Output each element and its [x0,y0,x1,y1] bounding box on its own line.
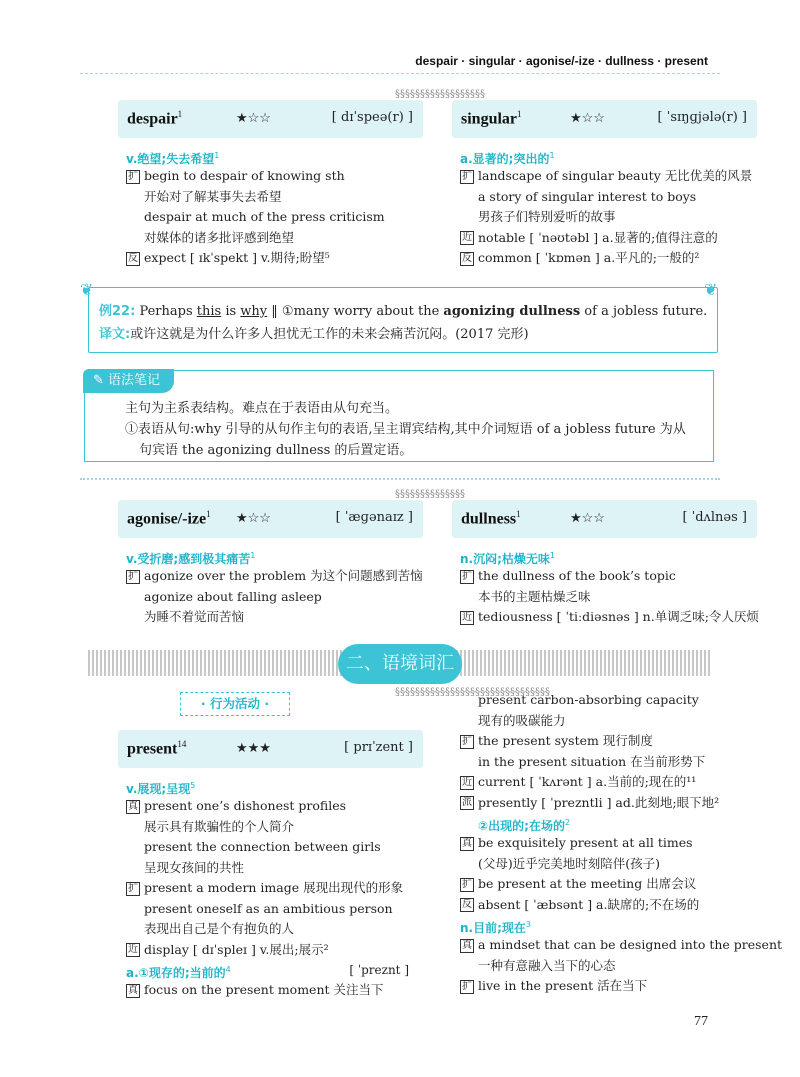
entry-singular [452,100,757,269]
example-sentence: 例22: Perhaps this is why ‖ ①many worry about the agonizing dullness of a jobless future. [99,304,708,319]
entry-head [118,100,423,138]
page-number: 77 [694,1014,708,1029]
definition-line: 开始对了解某事失去希望 [144,188,282,204]
section-title: 二、语境词汇 [338,644,462,684]
label-tag: 扩 [462,570,472,582]
definition-line: 反 absent [ ˈæbsənt ] a.缺席的;不在场的 [462,896,700,912]
definition-line: 扩 begin to despair of knowing sth [128,168,345,183]
star-rating: ★★★ [236,741,271,756]
pen-icon: ✎ [93,373,109,388]
entry-head [452,100,757,138]
definition-line: 近 display [ dɪˈspleɪ ] v.展出;展示² [128,941,329,957]
definition-line: 真 a mindset that can be designed into the present [462,937,783,952]
corner-ornament-icon: ❦ [704,280,718,299]
definition-line: 真 focus on the present moment 关注当下 [128,982,384,997]
label-tag: 真 [462,837,472,849]
activity-label: · 行为活动 · [180,692,290,716]
column-divider: §§§§§§§§§§§§§§ [395,489,465,500]
label-tag: 真 [462,939,472,951]
definition-line: 扩 be present at the meeting 出席会议 [462,876,697,891]
part-of-speech: v.绝望;失去希望$^1$ [126,151,220,166]
definition-line: 本书的主题枯燥乏味 [478,588,591,604]
definition-line: 反 common [ ˈkɒmən ] a.平凡的;一般的² [462,250,700,265]
corner-ornament-icon: ❦ [80,280,94,299]
entry-head [118,500,423,538]
definition-line: 扩 the dullness of the book’s topic [462,568,676,583]
definition-line: 近 current [ ˈkʌrənt ] a.当前的;现在的¹¹ [462,774,697,789]
part-of-speech: n.沉闷;枯燥无味$^1$ [460,551,555,566]
part-of-speech: ②出现的;在场的$^2$ [478,818,571,833]
definition-line: present carbon-absorbing capacity [478,692,699,707]
definition-line: 为睡不着觉而苦恼 [144,609,245,624]
phonetic: [ ˈæɡənaɪz ] [335,510,413,525]
label-tag: 扩 [462,170,472,182]
definition-line: 男孩子们特别爱听的故事 [478,209,616,224]
label-tag: 扩 [128,170,138,182]
star-rating: ★☆☆ [570,111,605,126]
definition-line: agonize about falling asleep [144,588,322,604]
definition-line: 一种有意融入当下的心态 [478,957,616,973]
definition-line: despair at much of the press criticism [144,209,385,224]
entry-head [118,730,423,768]
grammar-line: 主句为主系表结构。难点在于表语由从句充当。 [125,401,399,416]
definition-line: 呈现女孩间的共性 [144,859,245,875]
label-tag: 扩 [128,882,138,894]
label-tag: 扩 [462,878,472,890]
phonetic: [ dɪˈspeə(r) ] [331,110,413,125]
part-of-speech: v.展现;呈现$^5$ [126,781,196,796]
definition-line: 近 notable [ ˈnəʊtəbl ] a.显著的;值得注意的 [462,229,718,245]
part-of-speech: a.显著的;突出的$^1$ [460,151,555,166]
headword: dullness$^1$ [461,509,521,528]
label-tag: 反 [462,252,472,264]
definition-line: 扩 present a modern image 展现出现代的形象 [128,880,404,895]
label-tag: 近 [462,776,472,788]
grammar-title: ✎ 语法笔记 [83,369,174,393]
label-tag: 真 [128,800,138,812]
part-of-speech: n.目前;现在$^3$ [460,920,531,935]
label-tag: 反 [128,252,138,264]
entry-agonise [118,500,423,628]
entry-despair [118,100,423,269]
label-tag: 扩 [462,735,472,747]
definition-line: 真 present one’s dishonest profiles [128,798,347,813]
definition-line: (父母)近乎完美地时刻陪伴(孩子) [478,855,661,871]
definition-line: 近 tediousness [ ˈtiːdiəsnəs ] n.单调乏味;令人厌烦 [462,609,759,624]
headword: singular$^1$ [461,109,522,128]
grammar-line: 句宾语 the agonizing dullness 的后置定语。 [139,443,413,458]
entry-head [452,500,757,538]
star-rating: ★☆☆ [236,511,271,526]
headword: present$^{14}$ [127,739,187,758]
label-tag: 近 [462,232,472,243]
column-divider: §§§§§§§§§§§§§§§§§§§§§§§§§§§§§§§ [395,687,550,698]
label-tag: 扩 [462,980,472,992]
label-tag: 近 [128,944,138,955]
phonetic: [ prɪˈzent ] [344,740,413,755]
definition-line: 扩 live in the present 活在当下 [462,978,648,993]
headword: despair$^1$ [127,109,183,128]
label-tag: 派 [462,797,472,808]
definition-line: 真 be exquisitely present at all times [462,835,693,850]
label-tag: 反 [462,899,472,910]
example-box [88,287,718,353]
label-tag: 扩 [128,570,138,582]
entry-present [118,730,423,1001]
entry-present-continued [452,690,783,997]
label-tag: 近 [462,611,472,623]
phonetic: [ ˈsɪŋɡjələ(r) ] [657,110,747,125]
example-translation: 译文:或许这就是为什么许多人担忧无工作的未来会痛苦沉闷。(2017 完形) [99,327,529,342]
definition-line: 对媒体的诸多批评感到绝望 [144,229,295,245]
running-header: despair · singular · agonise/-ize · dullness · present [415,54,708,68]
definition-line: 派 presently [ ˈprezntli ] ad.此刻地;眼下地² [462,794,720,810]
definition-line: a story of singular interest to boys [478,188,697,204]
definition-line: 现有的吸碳能力 [478,712,566,728]
definition-line: present the connection between girls [144,839,381,854]
star-rating: ★☆☆ [236,111,271,126]
star-rating: ★☆☆ [570,511,605,526]
column-divider: §§§§§§§§§§§§§§§§§§ [395,89,485,100]
part-of-speech: a.①现存的;当前的$^4$ [ ˈpreznt ] [126,963,409,980]
definition-line: in the present situation 在当前形势下 [478,753,706,769]
phonetic: [ ˈdʌlnəs ] [682,510,747,525]
definition-line: 反 expect [ ɪkˈspekt ] v.期待;盼望⁵ [128,250,330,265]
grammar-line: ①表语从句:why 引导的从句作主句的表语,呈主谓宾结构,其中介词短语 of a jobless future 为从 [125,422,686,437]
definition-line: present oneself as an ambitious person [144,900,393,916]
definition-line: 扩 the present system 现行制度 [462,733,653,748]
definition-line: 扩 agonize over the problem 为这个问题感到苦恼 [128,568,423,583]
definition-line: 展示具有欺骗性的个人简介 [144,818,295,834]
header-rule [80,73,720,74]
section-separator [80,478,720,480]
grammar-notes [84,370,714,462]
definition-line: 扩 landscape of singular beauty 无比优美的风景 [462,168,753,183]
headword: agonise/-ize$^1$ [127,509,211,528]
part-of-speech: v.受折磨;感到极其痛苦$^1$ [126,551,256,566]
entry-dullness [452,500,757,628]
definition-line: 表现出自己是个有抱负的人 [144,921,295,936]
